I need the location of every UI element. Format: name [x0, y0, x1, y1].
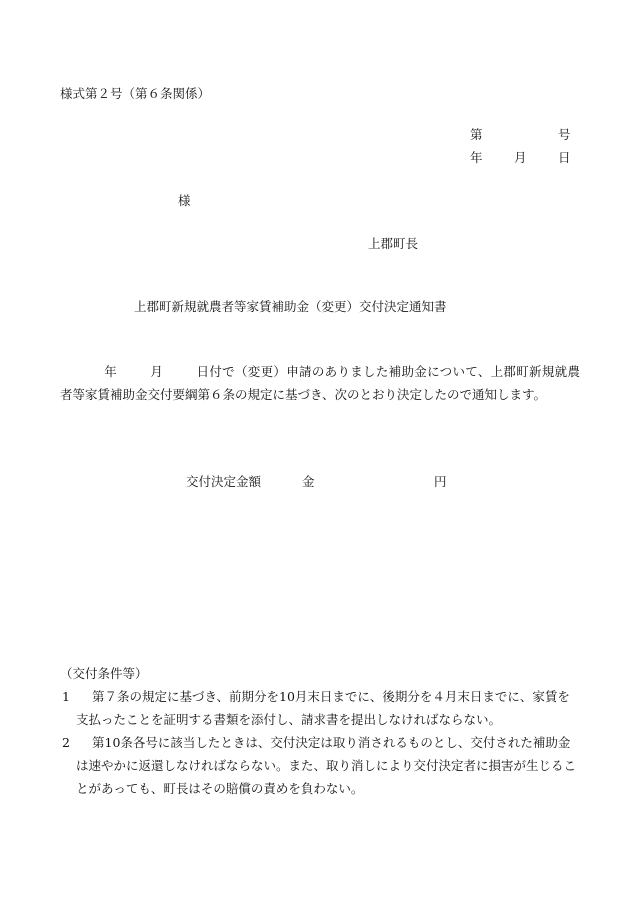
- amount-unit: 円: [434, 474, 447, 489]
- body-rest: 日付で（変更）申請のありました補助金について、上郡町新規就農者等家賃補助金交付要綱第６条の規定に基づき、次のとおり決定したので通知します。: [60, 364, 580, 402]
- condition-number: 1: [62, 689, 70, 704]
- condition-item: [60, 685, 580, 731]
- condition-number: 2: [62, 735, 70, 750]
- condition-text: 第10条各号に該当したときは、交付決定は取り消されるものとし、交付された補助金は速やかに返還しなければならない。また、取り消しにより交付決定者に損害が生じることがあっても、町長はその賠償の責めを負わない。: [76, 735, 577, 796]
- date-day: 日: [558, 150, 571, 165]
- body-year: 年: [104, 364, 118, 379]
- issuer: 上郡町長: [368, 236, 419, 251]
- amount-label: 交付決定金額: [186, 474, 262, 489]
- number-prefix: 第: [470, 127, 483, 142]
- condition-item: [60, 731, 580, 800]
- number-suffix: 号: [558, 127, 571, 142]
- body-paragraph: [60, 360, 580, 406]
- date-month: 月: [514, 150, 527, 165]
- conditions-heading: （交付条件等）: [60, 666, 148, 681]
- form-header: 様式第２号（第６条関係）: [60, 86, 211, 101]
- amount-prefix: 金: [302, 474, 315, 489]
- document-title: 上郡町新規就農者等家賃補助金（変更）交付決定通知書: [134, 299, 447, 314]
- date-year: 年: [470, 150, 483, 165]
- conditions-section: [60, 662, 580, 800]
- addressee-suffix: 様: [178, 193, 191, 208]
- body-month: 月: [150, 364, 164, 379]
- condition-text: 第７条の規定に基づき、前期分を10月末日までに、後期分を４月末日までに、家賃を支払ったことを証明する書類を添付し、請求書を提出しなければならない。: [76, 689, 570, 727]
